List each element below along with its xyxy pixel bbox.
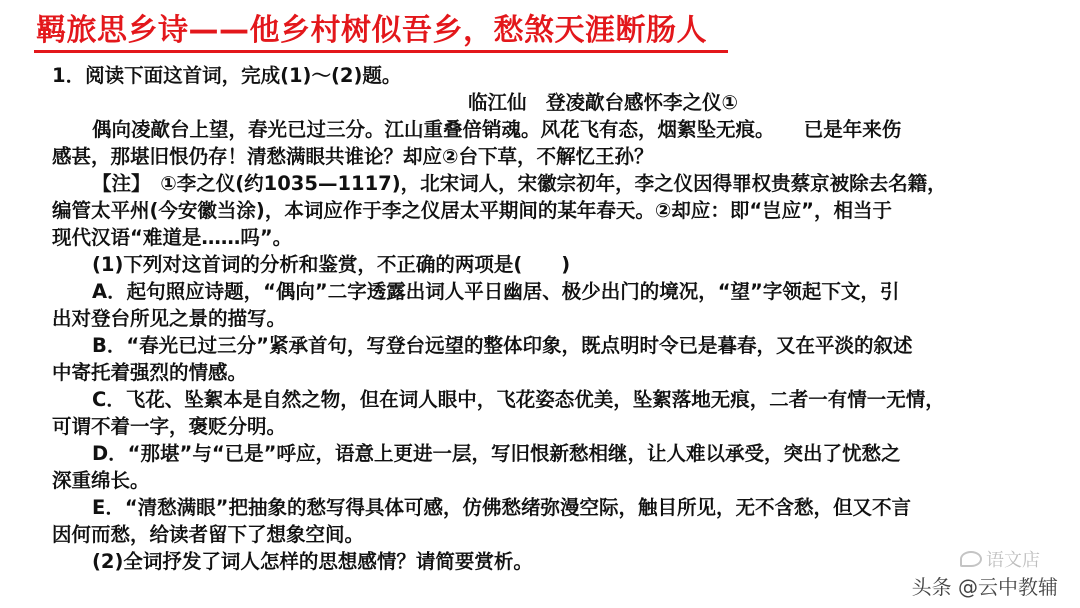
option-c: C．飞花、坠絮本是自然之物，但在词人眼中，飞花姿态优美，坠絮落地无痕，二者一有情一无情，	[92, 388, 945, 411]
note-line: 【注】 ①李之仪(约1035—1117)，北宋词人，宋徽宗初年，李之仪因得罪权贵蔡京被除去名籍，	[92, 172, 947, 195]
watermark-ghost-text: 语文店	[986, 550, 1040, 571]
poem-line: 感甚，那堪旧恨仍存！清愁满眼共谁论？却应②台下草，不解忆王孙？	[52, 145, 654, 168]
poem-title: 临江仙 登凌歊台感怀李之仪①	[467, 91, 738, 114]
watermark-text: 头条 @云中教辅	[911, 575, 1058, 599]
page-title: 羁旅思乡诗——他乡村树似吾乡，愁煞天涯断肠人	[36, 13, 707, 48]
option-d-cont: 深重绵长。	[52, 469, 150, 492]
option-a: A．起句照应诗题，“偶向”二字透露出词人平日幽居、极少出门的境况，“望”字领起下文，引	[92, 280, 900, 303]
option-a-cont: 出对登台所见之景的描写。	[52, 307, 287, 330]
subquestion-1: (1)下列对这首词的分析和鉴赏，不正确的两项是( )	[92, 253, 571, 276]
option-e: E．“清愁满眼”把抽象的愁写得具体可感，仿佛愁绪弥漫空际，触目所见，无不含愁，但又不言	[92, 496, 911, 519]
subquestion-2: (2)全词抒发了词人怎样的思想感情？请简要赏析。	[92, 550, 533, 573]
title-underline	[34, 50, 728, 53]
question-intro: 1．阅读下面这首词，完成(1)～(2)题。	[52, 64, 402, 87]
option-e-cont: 因何而愁，给读者留下了想象空间。	[52, 523, 365, 546]
watermark-ghost	[960, 546, 1040, 572]
chat-bubble-icon	[960, 551, 982, 567]
note-line: 现代汉语“难道是……吗”。	[52, 226, 293, 249]
poem-line: 偶向凌歊台上望，春光已过三分。江山重叠倍销魂。风花飞有态，烟絮坠无痕。 已是年来伤	[92, 118, 902, 141]
option-b: B．“春光已过三分”紧承首句，写登台远望的整体印象，既点明时令已是暮春，又在平淡的叙述	[92, 334, 913, 357]
option-b-cont: 中寄托着强烈的情感。	[52, 361, 248, 384]
option-c-cont: 可谓不着一字，褒贬分明。	[52, 415, 287, 438]
note-line: 编管太平州(今安徽当涂)，本词应作于李之仪居太平期间的某年春天。②却应：即“岂应”，相当于	[52, 199, 892, 222]
question-content	[52, 62, 1062, 575]
option-d: D．“那堪”与“已是”呼应，语意上更进一层，写旧恨新愁相继，让人难以承受，突出了忧愁之	[92, 442, 901, 465]
